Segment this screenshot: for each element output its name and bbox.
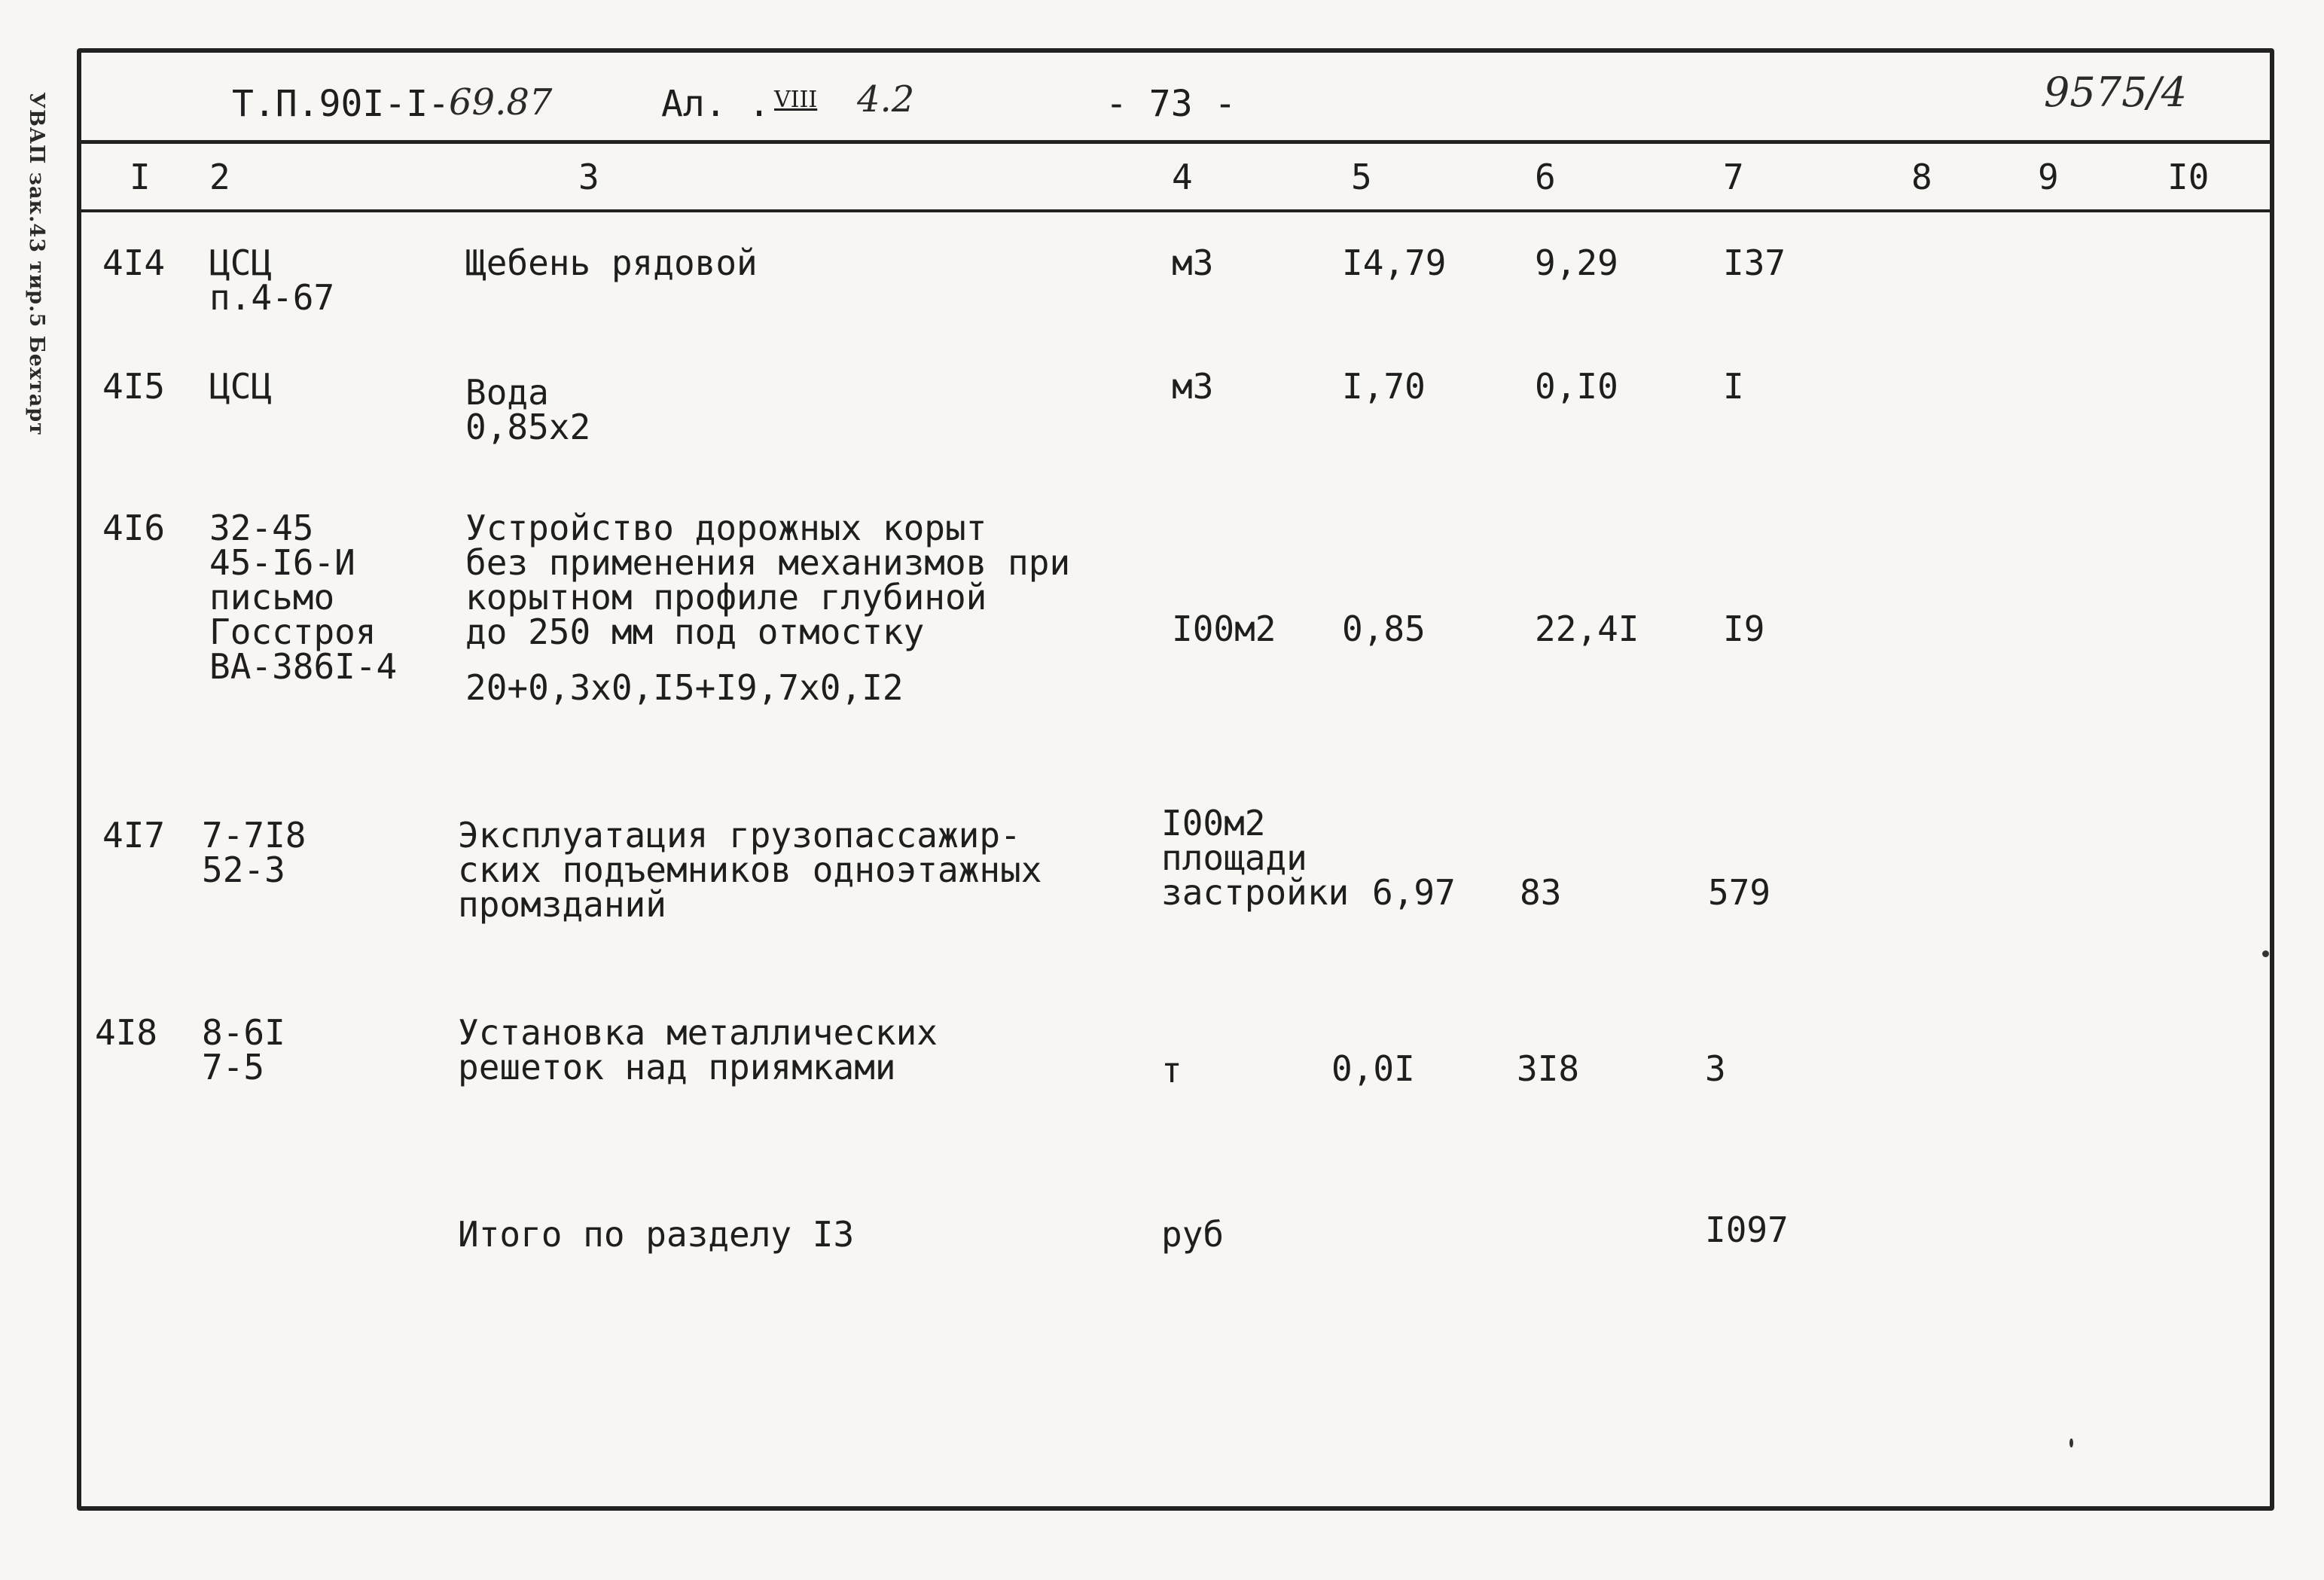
row-description: Щебень рядовой: [465, 242, 758, 283]
col-header-9: 9: [2038, 157, 2059, 197]
row-total: I37: [1723, 242, 1786, 283]
row-unit: т: [1161, 1050, 1182, 1090]
col-header-2: 2: [209, 157, 230, 197]
col-header-7: 7: [1723, 157, 1744, 197]
row-unit-price: 0,I0: [1535, 366, 1618, 407]
col-header-5: 5: [1351, 157, 1372, 197]
album-label: Ал. .: [661, 83, 770, 125]
doc-code: Т.П.90I-I-: [232, 83, 450, 125]
row-number: 4I4: [102, 242, 166, 283]
row-number: 4I5: [102, 366, 166, 407]
row-unit-price: 9,29: [1535, 242, 1618, 283]
row-unit-price: 22,4I: [1535, 609, 1639, 649]
row-number: 4I6: [102, 508, 166, 548]
row-unit: м3: [1172, 366, 1214, 407]
header-rule: [81, 140, 2270, 144]
scan-speck: [2069, 1438, 2073, 1447]
row-quantity: I4,79: [1342, 242, 1447, 283]
album-handwritten: 4.2: [857, 78, 915, 120]
column-header-rule: [81, 209, 2270, 212]
scan-speck: [2262, 950, 2269, 957]
row-description: Вода 0,85x2: [465, 372, 591, 447]
row-quantity: 0,85: [1342, 609, 1426, 649]
archive-number: 9575/4: [2044, 69, 2187, 116]
row-code: 8-6I 7-5: [202, 1012, 285, 1087]
row-formula: 20+0,3x0,I5+I9,7x0,I2: [465, 667, 904, 708]
album-numeral: VIII: [774, 87, 818, 113]
row-description: Эксплуатация грузопассажир- ских подъемников одноэтажных промзданий: [458, 815, 1042, 925]
row-unit-price: 3I8: [1517, 1048, 1580, 1089]
row-quantity: 0,0I: [1331, 1048, 1415, 1089]
page-number: - 73 -: [1106, 83, 1237, 125]
row-total: I: [1723, 366, 1744, 407]
col-header-8: 8: [1911, 157, 1932, 197]
col-header-10: I0: [2167, 157, 2210, 197]
row-unit: м3: [1172, 242, 1214, 283]
row-number: 4I7: [102, 815, 166, 856]
row-unit: I00м2: [1172, 609, 1276, 649]
row-description: Устройство дорожных корыт без применения механизмов при корытном профиле глубиной до 250 мм под отмостку: [465, 508, 1071, 652]
summary-label: Итого по разделу I3: [458, 1214, 855, 1255]
row-code: ЦСЦ п.4-67: [209, 242, 335, 318]
row-unit-price: 83: [1520, 872, 1562, 913]
doc-code-handwritten: 69.87: [449, 81, 553, 124]
row-unit: I00м2 площади застройки: [1161, 803, 1350, 913]
row-description: Установка металлических решеток над приямками: [458, 1012, 938, 1087]
col-header-4: 4: [1172, 157, 1193, 197]
summary-total: I097: [1705, 1209, 1789, 1250]
col-header-3: 3: [578, 157, 599, 197]
estimate-sheet: [77, 48, 2274, 1511]
row-number: 4I8: [95, 1012, 158, 1053]
row-quantity: 6,97: [1372, 872, 1456, 913]
row-total: 3: [1705, 1048, 1726, 1089]
row-code: ЦСЦ: [209, 366, 273, 407]
row-code: 32-45 45-I6-И письмо Госстроя ВА-386I-4: [209, 508, 398, 687]
row-code: 7-7I8 52-3: [202, 815, 307, 890]
margin-print-note: УВАП зак.43 тир.5 Бехтарт: [24, 91, 48, 436]
row-total: I9: [1723, 609, 1765, 649]
col-header-1: I: [130, 157, 151, 197]
col-header-6: 6: [1535, 157, 1556, 197]
summary-unit: руб: [1161, 1214, 1225, 1255]
row-quantity: I,70: [1342, 366, 1426, 407]
row-total: 579: [1708, 872, 1771, 913]
